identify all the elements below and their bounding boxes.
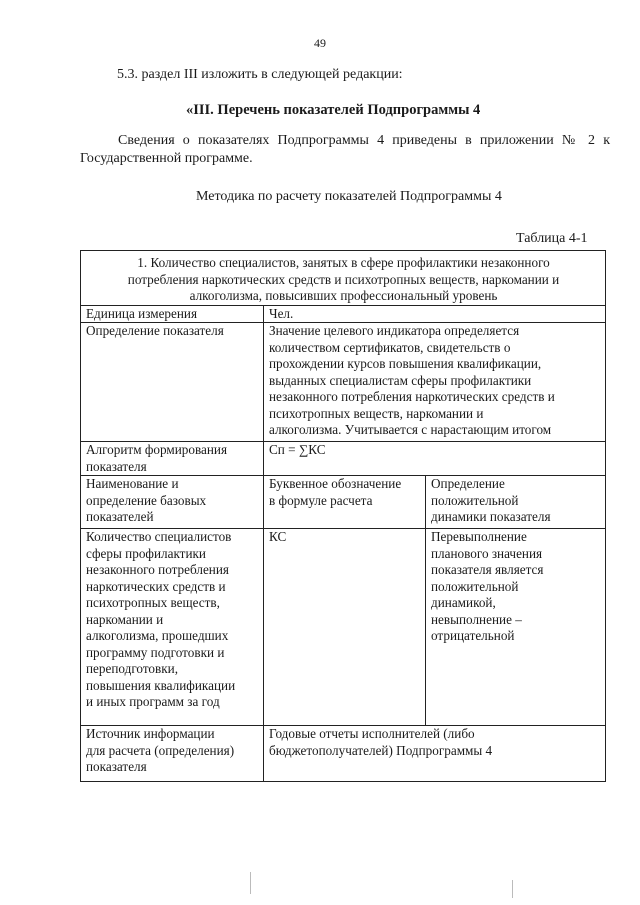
base-indicator-dynamic: Перевыполнение планового значения показателя является положительной динамикой, невыполнение – отрицательной xyxy=(426,529,606,726)
scan-mark-left xyxy=(250,872,251,894)
table-caption: Таблица 4-1 xyxy=(516,231,588,246)
algorithm-formula: Сп = ∑КС xyxy=(264,442,606,476)
unit-row xyxy=(81,305,606,323)
info-paragraph: Сведения о показателях Подпрограммы 4 приведены в приложении № 2 к Государственной программе. xyxy=(80,133,610,166)
definition-row xyxy=(81,323,606,442)
method-title: Методика по расчету показателей Подпрограммы 4 xyxy=(196,189,502,204)
base-indicator-name: Количество специалистов сферы профилактики незаконного потребления наркотических средств и психотропных веществ, наркомании и алкоголизма, прошедших программу подготовки и переподготовки, повышения квалификации и иных программ за год xyxy=(81,529,264,726)
scan-mark-right xyxy=(512,880,513,898)
base-name-header: Наименование и определение базовых показателей xyxy=(81,476,264,529)
source-value: Годовые отчеты исполнителей (либо бюджетополучателей) Подпрограммы 4 xyxy=(264,726,606,782)
section-heading: «III. Перечень показателей Подпрограммы 4 xyxy=(186,102,481,118)
algorithm-label: Алгоритм формирования показателя xyxy=(81,442,264,476)
base-indicator-letter: КС xyxy=(264,529,426,726)
source-row xyxy=(81,726,606,782)
unit-label: Единица измерения xyxy=(81,305,264,323)
table-title-row xyxy=(81,251,606,306)
positive-dynamic-header: Определение положительной динамики показателя xyxy=(426,476,606,529)
definition-value: Значение целевого индикатора определяется количеством сертификатов, свидетельств о прохождении курсов повышения квалификации, выданных специалистам сферы профилактики незаконного потребления наркотических средств и психотропных веществ, наркомании и алкоголизма. Учитывается с нарастающим итогом xyxy=(264,323,606,442)
unit-value: Чел. xyxy=(264,305,606,323)
letter-designation-header: Буквенное обозначение в формуле расчета xyxy=(264,476,426,529)
instruction-paragraph: 5.3. раздел III изложить в следующей редакции: xyxy=(117,67,403,82)
page-number: 49 xyxy=(314,36,326,50)
indicators-table xyxy=(80,250,606,782)
base-indicators-header-row xyxy=(81,476,606,529)
definition-label: Определение показателя xyxy=(81,323,264,442)
source-label: Источник информации для расчета (определения) показателя xyxy=(81,726,264,782)
base-indicator-row xyxy=(81,529,606,726)
algorithm-row xyxy=(81,442,606,476)
indicator-title: 1. Количество специалистов, занятых в сфере профилактики незаконного потребления наркотических средств и психотропных веществ, наркомании и алкоголизма, повысивших профессиональный уровень xyxy=(81,251,606,306)
